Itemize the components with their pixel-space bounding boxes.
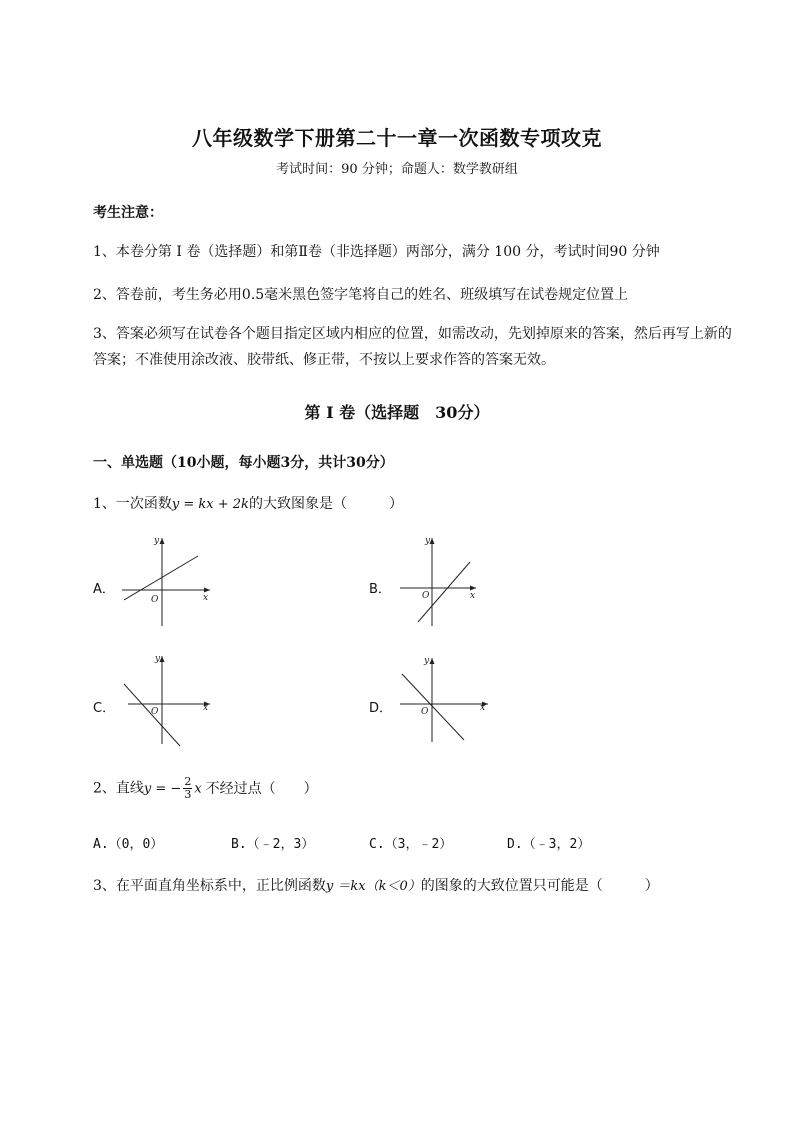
- question-3: [93, 875, 659, 895]
- question-3-formula: y ＝kx（k＜0）: [325, 879, 421, 894]
- question-2: [93, 776, 318, 801]
- origin-label: O: [151, 595, 159, 605]
- question-2-suffix: 不经过点（ ）: [205, 780, 318, 797]
- question-2-formula-right: x: [194, 781, 202, 797]
- x-axis-label: x: [203, 593, 209, 603]
- x-axis-label: x: [203, 703, 209, 713]
- fraction-denominator: 3: [184, 788, 192, 801]
- option-c-label: C．: [93, 701, 116, 716]
- question-2-formula-left: y = −: [143, 781, 182, 797]
- origin-label: O: [151, 707, 159, 717]
- question-3-prefix: 3、在平面直角坐标系中，正比例函数: [93, 878, 326, 894]
- y-axis-label: y: [154, 536, 160, 546]
- option-b-label: B．: [369, 582, 391, 597]
- origin-label: O: [422, 591, 430, 601]
- exam-info: 考试时间：90 分钟；命题人：数学教研组: [276, 162, 518, 177]
- page-title: 八年级数学下册第二十一章一次函数专项攻克: [192, 126, 602, 150]
- notice-item-2: 2、答卷前，考生务必用0.5毫米黑色签字笔将自己的姓名、班级填写在试卷规定位置上: [93, 287, 629, 303]
- notice-item-1: 1、本卷分第 I 卷（选择题）和第Ⅱ卷（非选择题）两部分，满分 100 分，考试时间90 分钟: [93, 244, 660, 260]
- notice-item-3: 3、答案必须写在试卷各个题目指定区域内相应的位置，如需改动，先划掉原来的答案，然后再写上新的答案；不准使用涂改液、胶带纸、修正带，不按以上要求作答的答案无效。: [93, 326, 732, 368]
- y-axis-label: y: [424, 656, 430, 666]
- option-c-graph: [118, 652, 218, 752]
- choice-d: D.（﹣3，2）: [507, 837, 591, 852]
- option-a-graph: [118, 534, 218, 634]
- origin-label: O: [421, 707, 429, 717]
- x-axis-label: x: [470, 591, 476, 601]
- option-d-label: D．: [369, 701, 393, 716]
- question-1-suffix: 的大致图象是（ ）: [248, 496, 403, 512]
- y-axis-label: y: [425, 536, 431, 546]
- option-d-graph: [396, 652, 496, 752]
- question-2-prefix: 2、直线: [93, 780, 144, 797]
- notice-heading: 考生注意：: [93, 205, 163, 221]
- section-title: 第 I 卷（选择题 30分）: [304, 403, 490, 422]
- question-1: [93, 493, 403, 513]
- y-axis-label: y: [155, 654, 161, 664]
- question-1-prefix: 1、一次函数: [93, 496, 172, 512]
- part-heading: 一、单选题（10小题，每小题3分，共计30分）: [93, 455, 394, 471]
- x-axis-label: x: [480, 703, 486, 713]
- fraction-numerator: 2: [184, 775, 192, 788]
- choice-a: A.（0，0）: [93, 837, 164, 852]
- option-b-graph: [396, 534, 486, 634]
- choice-b: B.（﹣2，3）: [231, 837, 315, 852]
- choice-c: C.（3，﹣2）: [369, 837, 453, 852]
- question-2-fraction: [183, 776, 192, 801]
- question-3-suffix: 的图象的大致位置只可能是（ ）: [420, 878, 659, 894]
- question-1-formula: y = kx + 2k: [171, 497, 249, 512]
- option-a-label: A．: [93, 582, 115, 597]
